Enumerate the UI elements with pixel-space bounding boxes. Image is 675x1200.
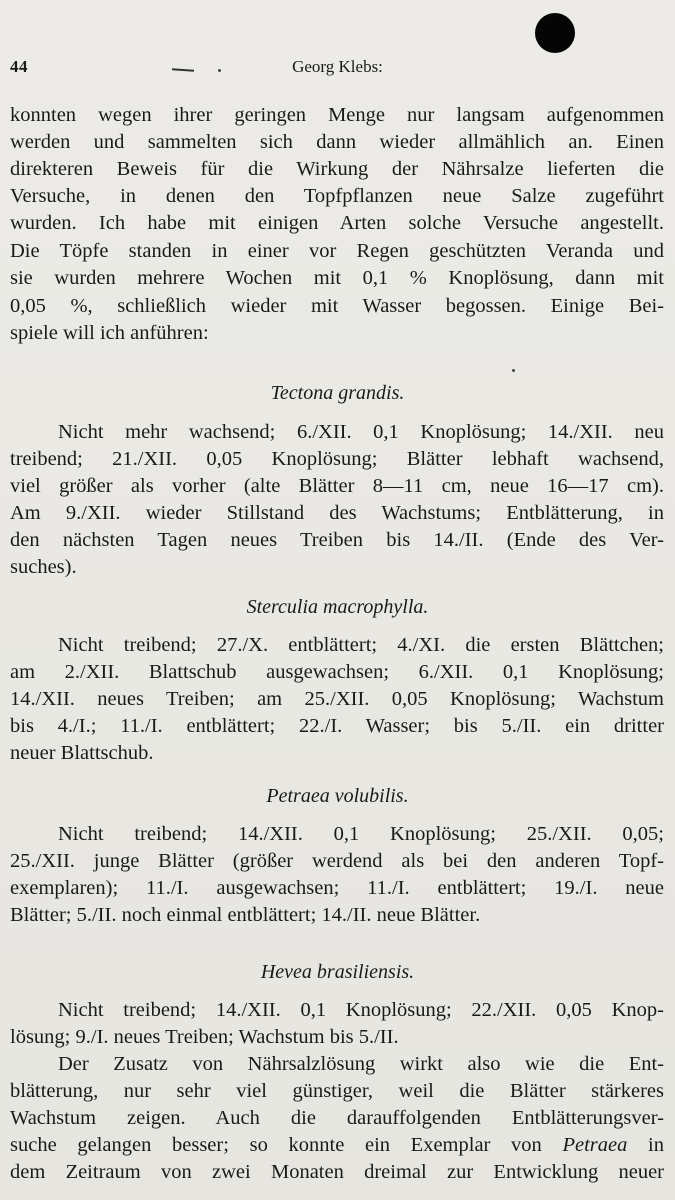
- page-number: 44: [10, 57, 28, 76]
- closing-line: Wachstum zeigen. Auch die darauffolgenden Entblätterungsver-: [10, 1107, 664, 1129]
- intro-line: wurden. Ich habe mit einigen Arten solche Versuche angestellt.: [10, 212, 664, 234]
- closing-line: blätterung, nur sehr viel günstiger, weil die Blätter stärkeres: [10, 1080, 664, 1102]
- section-line: exemplaren); 11./I. ausgewachsen; 11./I. entblättert; 19./I. neue: [10, 877, 664, 899]
- species-heading: Tectona grandis.: [270, 382, 405, 404]
- intro-line: Die Töpfe standen in einer vor Regen geschützten Veranda und: [10, 240, 664, 262]
- running-head: Georg Klebs:: [292, 57, 383, 76]
- section-line: den nächsten Tagen neues Treiben bis 14./II. (Ende des Ver-: [10, 529, 664, 551]
- section-line: Am 9./XII. wieder Stillstand des Wachstums; Entblätterung, in: [10, 502, 664, 524]
- species-heading: Sterculia macrophylla.: [246, 596, 429, 618]
- section-line: treibend; 21./XII. 0,05 Knoplösung; Blätter lebhaft wachsend,: [10, 448, 664, 470]
- intro-line: spiele will ich anführen:: [10, 322, 209, 344]
- section-line: neuer Blattschub.: [10, 742, 154, 764]
- species-heading: Petraea volubilis.: [266, 785, 409, 807]
- stray-dot: [512, 369, 515, 372]
- section-line: bis 4./I.; 11./I. entblättert; 22./I. Wasser; bis 5./II. ein dritter: [10, 715, 664, 737]
- genus-name: Petraea: [562, 1134, 628, 1156]
- closing-line: dem Zeitraum von zwei Monaten dreimal zur Entwicklung neuer: [10, 1161, 664, 1183]
- section-line: lösung; 9./I. neues Treiben; Wachstum bis 5./II.: [10, 1026, 399, 1048]
- closing-line: [10, 1132, 664, 1158]
- section-line: Nicht treibend; 27./X. entblättert; 4./XI. die ersten Blättchen;: [58, 634, 664, 656]
- intro-line: direkteren Beweis für die Wirkung der Nährsalze lieferten die: [10, 158, 664, 180]
- species-heading: Hevea brasiliensis.: [260, 961, 415, 983]
- intro-line: werden und sammelten sich dann wieder allmählich an. Einen: [10, 131, 664, 153]
- section-line: Blätter; 5./II. noch einmal entblättert; 14./II. neue Blätter.: [10, 904, 481, 926]
- closing-line: Der Zusatz von Nährsalzlösung wirkt also wie die Ent-: [58, 1053, 664, 1075]
- section-line: suches).: [10, 556, 77, 578]
- intro-line: konnten wegen ihrer geringen Menge nur langsam aufgenommen: [10, 104, 664, 126]
- page-header: [0, 57, 675, 81]
- intro-line: Versuche, in denen den Topfpflanzen neue Salze zugeführt: [10, 185, 664, 207]
- section-line: Nicht mehr wachsend; 6./XII. 0,1 Knoplösung; 14./XII. neu: [58, 421, 664, 443]
- intro-line: sie wurden mehrere Wochen mit 0,1 % Knoplösung, dann mit: [10, 267, 664, 289]
- section-line: am 2./XII. Blattschub ausgewachsen; 6./XII. 0,1 Knoplösung;: [10, 661, 664, 683]
- intro-line: 0,05 %, schließlich wieder mit Wasser begossen. Einige Bei-: [10, 295, 664, 317]
- section-line: 25./XII. junge Blätter (größer werdend als bei den anderen Topf-: [10, 850, 664, 872]
- ink-blot: [535, 13, 575, 53]
- closing-text: in: [627, 1134, 664, 1156]
- closing-text: suche gelangen besser; so konnte ein Exemplar von: [10, 1134, 563, 1156]
- section-line: Nicht treibend; 14./XII. 0,1 Knoplösung; 22./XII. 0,05 Knop-: [58, 999, 664, 1021]
- section-line: Nicht treibend; 14./XII. 0,1 Knoplösung; 25./XII. 0,05;: [58, 823, 664, 845]
- section-line: viel größer als vorher (alte Blätter 8—11 cm, neue 16—17 cm).: [10, 475, 664, 497]
- section-line: 14./XII. neues Treiben; am 25./XII. 0,05 Knoplösung; Wachstum: [10, 688, 664, 710]
